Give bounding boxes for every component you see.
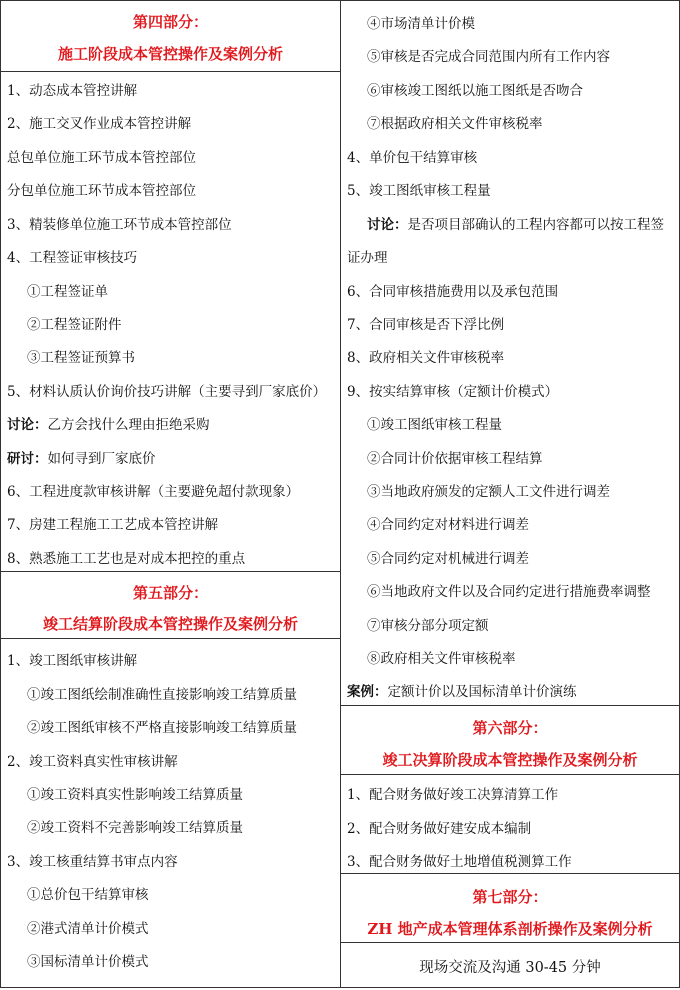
section4-title: 施工阶段成本管控操作及案例分析: [57, 45, 283, 63]
list-item: ⑥审核竣工图纸以施工图纸是否吻合: [367, 83, 583, 99]
list-item: ①竣工图纸审核工程量: [367, 417, 502, 433]
list-item: 7、房建工程施工工艺成本管控讲解: [7, 517, 219, 533]
list-item: 2、竣工资料真实性审核讲解: [7, 754, 178, 770]
list-item: 1、动态成本管控讲解: [7, 83, 138, 99]
list-item: 3、精装修单位施工环节成本管控部位: [7, 217, 232, 233]
list-item: 9、按实结算审核（定额计价模式）: [347, 384, 559, 400]
case-label: 案例：: [347, 684, 388, 700]
list-item: ⑤合同约定对机械进行调差: [367, 551, 529, 567]
discussion-text: 乙方会找什么理由拒绝采购: [47, 417, 210, 433]
footer-note: 现场交流及沟通 30-45 分钟: [419, 960, 601, 976]
discussion-label: 讨论：: [367, 217, 408, 233]
list-item: 3、竣工核重结算书审点内容: [7, 854, 178, 870]
list-item: ⑧政府相关文件审核税率: [367, 651, 516, 667]
discussion-text: 是否项目部确认的工程内容都可以按工程签: [407, 217, 664, 233]
list-item: 8、政府相关文件审核税率: [347, 350, 505, 366]
section6-header: [341, 705, 679, 775]
list-item: ①竣工资料真实性影响竣工结算质量: [27, 787, 243, 803]
list-item: ②工程签证附件: [27, 317, 122, 333]
list-item: ②竣工图纸审核不严格直接影响竣工结算质量: [27, 720, 297, 736]
list-item: 5、材料认质认价询价技巧讲解（主要寻到厂家底价）: [7, 384, 327, 400]
list-item: ③国标清单计价模式: [27, 954, 149, 970]
section5-title: 竣工结算阶段成本管控操作及案例分析: [42, 615, 298, 633]
case-text: 定额计价以及国标清单计价演练: [387, 684, 577, 700]
list-item: 1、竣工图纸审核讲解: [7, 653, 138, 669]
list-item: 总包单位施工环节成本管控部位: [7, 150, 196, 166]
list-item: 2、施工交叉作业成本管控讲解: [7, 116, 192, 132]
list-item: 7、合同审核是否下浮比例: [347, 317, 505, 333]
list-item: 4、单价包干结算审核: [347, 150, 478, 166]
section4-label: 第四部分：: [132, 13, 208, 31]
list-item: ⑦审核分部分项定额: [367, 618, 489, 634]
list-item: ③当地政府颁发的定额人工文件进行调差: [367, 484, 610, 500]
list-item: 5、竣工图纸审核工程量: [347, 183, 491, 199]
list-item: ②港式清单计价模式: [27, 921, 149, 937]
list-item: ④市场清单计价模: [367, 16, 475, 32]
list-item: ③工程签证预算书: [27, 350, 135, 366]
list-item: ⑥当地政府文件以及合同约定进行措施费率调整: [367, 584, 651, 600]
list-item: ①工程签证单: [27, 284, 108, 300]
discussion-line: [1, 415, 340, 435]
research-text: 如何寻到厂家底价: [47, 451, 156, 467]
section5-label: 第五部分：: [132, 584, 208, 602]
section5-header: [1, 571, 340, 639]
list-item: ①竣工图纸绘制准确性直接影响竣工结算质量: [27, 687, 297, 703]
list-item: 6、合同审核措施费用以及承包范围: [347, 284, 559, 300]
list-item: 分包单位施工环节成本管控部位: [7, 183, 196, 199]
right-column: [340, 0, 680, 988]
list-item: ④合同约定对材料进行调差: [367, 517, 529, 533]
case-line: [341, 682, 679, 702]
discussion-label: 讨论：: [7, 417, 48, 433]
section7-header: [341, 873, 679, 943]
list-item: ②合同计价依据审核工程结算: [367, 451, 543, 467]
section6-label: 第六部分：: [472, 719, 548, 737]
list-item: 2、配合财务做好建安成本编制: [347, 821, 532, 837]
section6-title: 竣工决算阶段成本管控操作及案例分析: [382, 751, 638, 769]
discussion-line: [341, 215, 679, 235]
section7-title: ZH 地产成本管理体系剖析操作及案例分析: [367, 920, 653, 938]
section7-label: 第七部分：: [472, 888, 548, 906]
list-item: 3、配合财务做好土地增值税测算工作: [347, 854, 572, 870]
research-line: [1, 449, 340, 469]
list-item: 1、配合财务做好竣工决算清算工作: [347, 787, 559, 803]
section4-header: [1, 1, 340, 72]
list-item: 4、工程签证审核技巧: [7, 250, 138, 266]
list-item: 6、工程进度款审核讲解（主要避免超付款现象）: [7, 484, 300, 500]
discussion-continuation: 证办理: [347, 250, 388, 266]
research-label: 研讨：: [7, 451, 48, 467]
list-item: ⑦根据政府相关文件审核税率: [367, 116, 543, 132]
list-item: ②竣工资料不完善影响竣工结算质量: [27, 820, 243, 836]
list-item: 8、熟悉施工工艺也是对成本把控的重点: [7, 551, 246, 567]
list-item: ⑤审核是否完成合同范围内所有工作内容: [367, 49, 610, 65]
list-item: ①总价包干结算审核: [27, 887, 149, 903]
